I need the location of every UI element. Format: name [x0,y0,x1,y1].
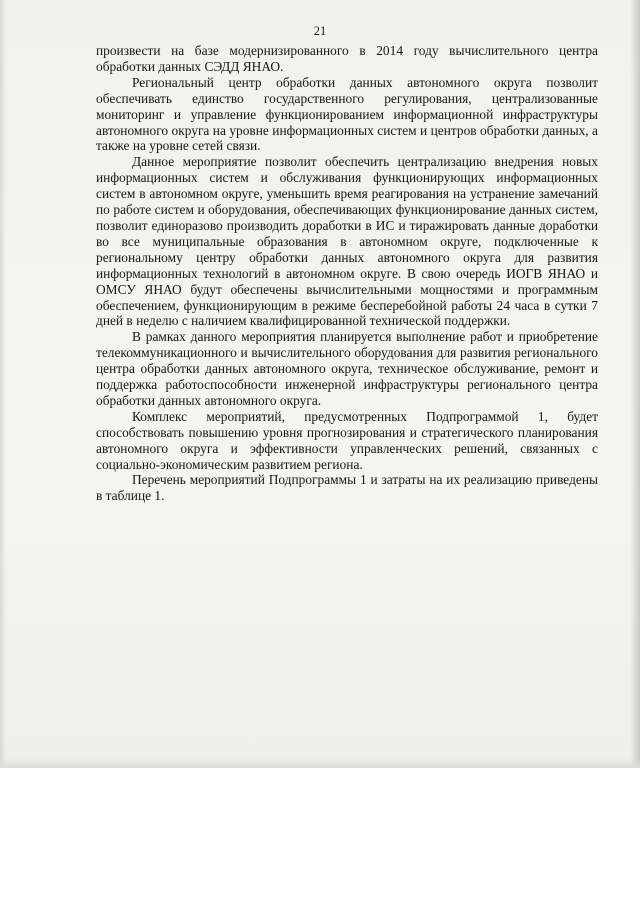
body-text [96,43,598,504]
paragraph: Региональный центр обработки данных автономного округа позволит обеспечивать единство государственного регулирования, централизованные мониторинг и управление функционированием информационной инфраструктуры автономного округа на уровне информационных систем и центров обработки данных, а также на уровне сетей связи. [96,74,598,154]
page-number: 21 [313,24,327,38]
scan-shadow-left [0,0,6,768]
paragraph: Комплекс мероприятий, предусмотренных Подпрограммой 1, будет способствовать повышению уровня прогнозирования и стратегического планирования автономного округа и эффективности управленческих решений, связанных с социально-экономическим развитием региона. [96,408,598,472]
paragraph: Перечень мероприятий Подпрограммы 1 и затраты на их реализацию приведены в таблице 1. [96,472,598,504]
paragraph: В рамках данного мероприятия планируется выполнение работ и приобретение телекоммуникационного и вычислительного оборудования для развития регионального центра обработки данных автономного округа, техническое обслуживание, ремонт и поддержка работоспособности инженерной инфраструктуры регионального центра обработки данных автономного округа. [96,329,598,408]
scan-shadow-bottom [0,758,640,768]
scan-shadow-right [630,0,640,768]
paragraph: Данное мероприятие позволит обеспечить централизацию внедрения новых информационных систем и обслуживания функционирующих информационных систем в автономном округе, уменьшить время реагирования на устранение замечаний по работе систем и оборудования, обеспечивающих функционирование данных систем, позволит единоразово производить доработки в ИС и тиражировать данные доработки во все муниципальные образования в автономном округе, подключенные к региональному центру обработки данных автономного округа для развития информационных технологий в автономном округе. В свою очередь ИОГВ ЯНАО и ОМСУ ЯНАО будут обеспечены вычислительными мощностями и программным обеспечением, функционирующим в режиме бесперебойной работы 24 часа в сутки 7 дней в неделю с наличием квалифицированной технической поддержки. [96,154,598,329]
paragraph-continuation: произвести на базе модернизированного в 2014 году вычислительного центра обработки данных СЭДД ЯНАО. [96,43,598,74]
